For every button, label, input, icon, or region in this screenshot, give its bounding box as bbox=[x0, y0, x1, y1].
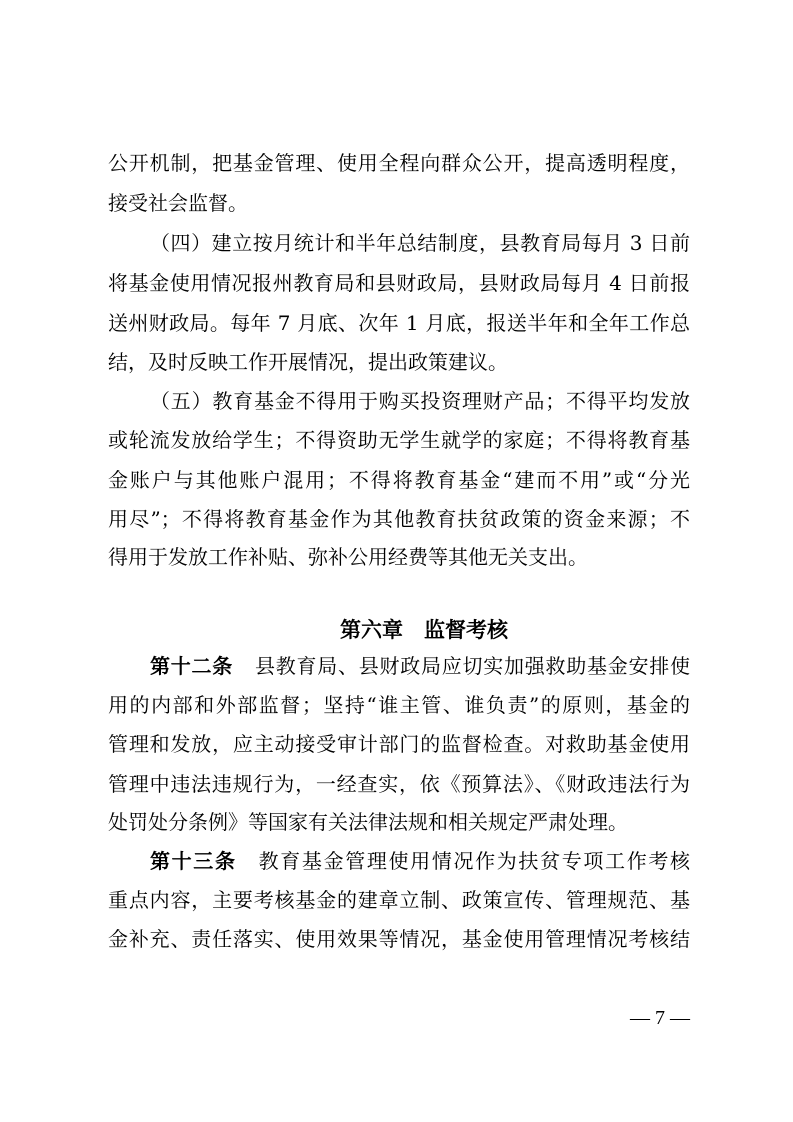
page-number: — 7 — bbox=[630, 1007, 690, 1029]
text-line: 公开机制，把基金管理、使用全程向群众公开，提高透明程度， bbox=[108, 151, 690, 175]
text-line: 金账户与其他账户混用；不得将教育基金“建而不用”或“分光 bbox=[108, 468, 690, 492]
text-line: 用尽”；不得将教育基金作为其他教育扶贫政策的资金来源；不 bbox=[108, 507, 690, 531]
article-12-label: 第十二条 bbox=[150, 654, 233, 678]
text-line: 送州财政局。每年 7 月底、次年 1 月底，报送半年和全年工作总 bbox=[108, 311, 690, 335]
text-line: 结，及时反映工作开展情况，提出政策建议。 bbox=[108, 350, 508, 374]
article-13-text: 教育基金管理使用情况作为扶贫专项工作考核 bbox=[258, 849, 690, 873]
text-line: 用的内部和外部监督；坚持“谁主管、谁负责”的原则，基金的 bbox=[108, 693, 690, 717]
text-line: 重点内容，主要考核基金的建章立制、政策宣传、管理规范、基 bbox=[108, 888, 690, 912]
text-line: 将基金使用情况报州教育局和县财政局，县财政局每月 4 日前报 bbox=[108, 271, 690, 295]
text-line: 得用于发放工作补贴、弥补公用经费等其他无关支出。 bbox=[108, 545, 588, 569]
chapter-heading: 第六章 监督考核 bbox=[340, 618, 508, 642]
text-line: 处罚处分条例》等国家有关法律法规和相关规定严肃处理。 bbox=[108, 810, 628, 834]
text-line: 金补充、责任落实、使用效果等情况，基金使用管理情况考核结 bbox=[108, 927, 690, 951]
article-12-text: 县教育局、县财政局应切实加强救助基金安排使 bbox=[255, 654, 690, 678]
article-12-first-line bbox=[108, 646, 690, 686]
text-line: 或轮流发放给学生；不得资助无学生就学的家庭；不得将教育基 bbox=[108, 428, 690, 452]
text-line: 管理中违法违规行为，一经查实，依《预算法》、《财政违法行为 bbox=[108, 772, 690, 796]
text-line: 接受社会监督。 bbox=[108, 191, 248, 215]
text-line: 管理和发放，应主动接受审计部门的监督检查。对救助基金使用 bbox=[108, 732, 690, 756]
text-line: （四）建立按月统计和半年总结制度，县教育局每月 3 日前 bbox=[150, 231, 690, 255]
article-13-first-line bbox=[108, 841, 690, 881]
article-13-label: 第十三条 bbox=[150, 849, 237, 873]
text-line: （五）教育基金不得用于购买投资理财产品；不得平均发放 bbox=[150, 389, 690, 413]
